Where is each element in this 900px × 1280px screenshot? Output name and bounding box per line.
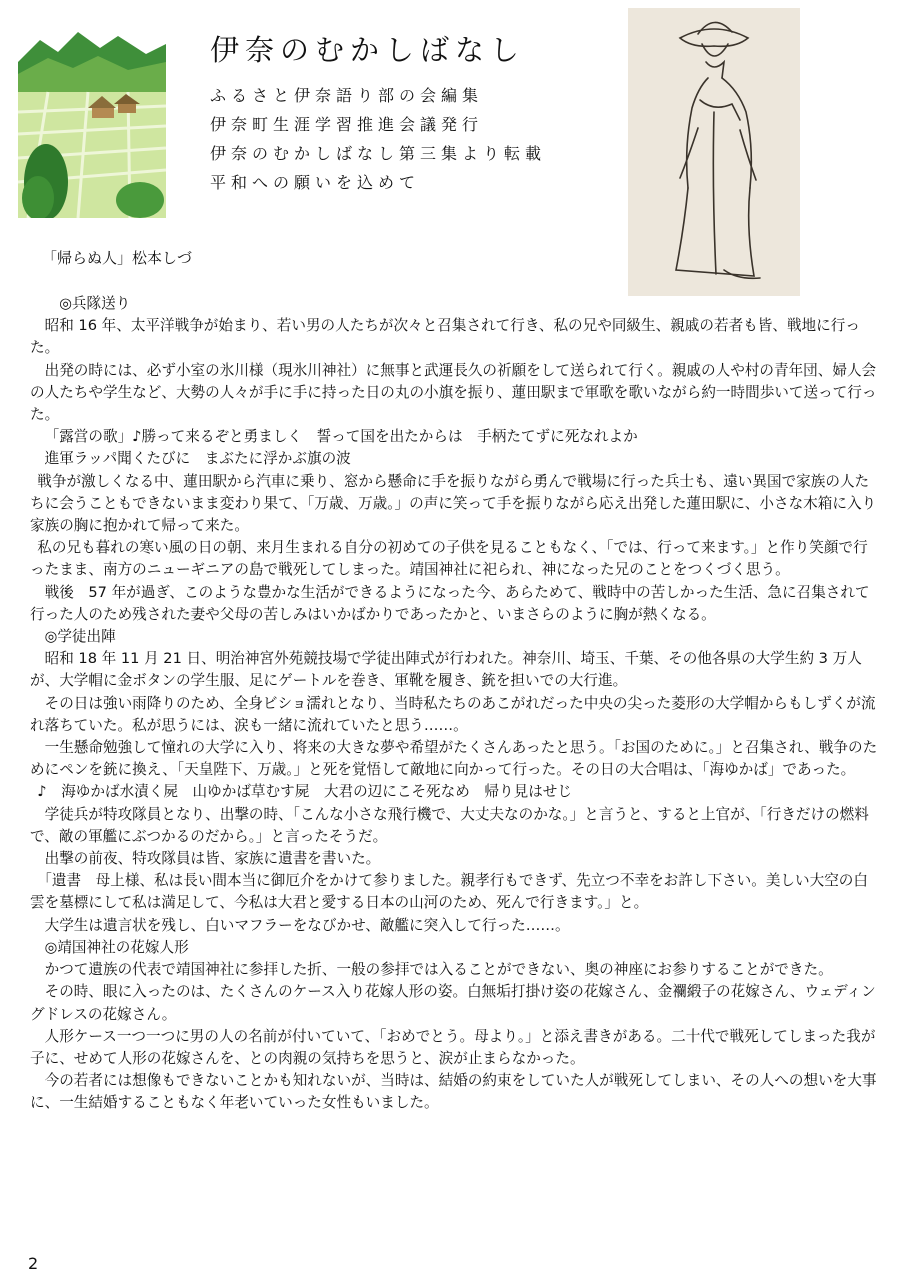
woman-in-kimono-sketch [628, 8, 800, 296]
paragraph: ◎学徒出陣 [44, 628, 116, 646]
paragraph: 学徒兵が特攻隊員となり、出撃の時、「こんな小さな飛行機で、大丈夫なのかな。」と言うと、すると上官が、「行きだけの燃料で、敵の軍艦にぶつかるのだから。」と言ったそうだ。 [30, 805, 869, 845]
paragraph: 昭和 18 年 11 月 21 日、明治神宮外苑競技場で学徒出陣式が行われた。神奈川、埼玉、千葉、その他各県の大学生約 3 万人が、大学帽に金ボタンの学生服、足にゲートルを巻き、軍靴を履き、銃を担いでの大行進。 [30, 650, 862, 690]
paragraph: 大学生は遺言状を残し、白いマフラーをなびかせ、敵艦に突入して行った……。 [44, 916, 570, 934]
paragraph: 「露営の歌」♪勝って来るぞと勇ましく 誓って国を出たからは 手柄たてずに死なれよか [44, 428, 638, 446]
paragraph: ◎靖国神社の花嫁人形 [44, 938, 189, 956]
paragraph: 進軍ラッパ聞くたびに まぶたに浮かぶ旗の波 [44, 450, 351, 468]
header-line: ふるさと伊奈語り部の会編集 [210, 86, 484, 105]
paragraph: 人形ケース一つ一つに男の人の名前が付いていて、「おめでとう。母より。」と添え書きがある。二十代で戦死してしまった我が子に、せめて人形の花嫁さんを、との肉親の気持ちを思うと、涙が止まらなかった。 [30, 1027, 876, 1067]
paragraph: 出発の時には、必ず小室の氷川様（現氷川神社）に無事と武運長久の祈願をして送られて行く。親戚の人や村の青年団、婦人会の人たちや学生など、大勢の人々が手に手に持った日の丸の小旗を振り、蓮田駅まで軍歌を歌いながら約一時間歩いて送って行った。 [30, 361, 877, 424]
header-block [210, 28, 546, 197]
paragraph: 今の若者には想像もできないことかも知れないが、当時は、結婚の約束をしていた人が戦死してしまい、その人への想いを大事に、一生結婚することもなく年老いていった女性もいました。 [30, 1072, 877, 1112]
paragraph: その時、眼に入ったのは、たくさんのケース入り花嫁人形の姿。白無垢打掛け姿の花嫁さん、金襴緞子の花嫁さん、ウェディングドレスの花嫁さん。 [30, 983, 876, 1023]
story-title: 「帰らぬ人」松本しづ [42, 249, 193, 267]
paragraph: 一生懸命勉強して憧れの大学に入り、将来の大きな夢や希望がたくさんあったと思う。「お国のために。」と召集され、戦争のためにペンを銃に換え、「天皇陛下、万歳。」と死を覚悟して敵地に向かって行った。その日の大合唱は、「海ゆかば」であった。 [30, 739, 878, 779]
paragraph: かつて遺族の代表で靖国神社に参拝した折、一般の参拝では入ることができない、奥の神座にお参りすることができた。 [44, 961, 833, 979]
header-line: 平和への願いを込めて [210, 173, 421, 192]
paragraph: ♪ 海ゆかば水漬く屍 山ゆかば草むす屍 大君の辺にこそ死なめ 帰り見はせじ [37, 783, 572, 801]
paragraph: ◎兵隊送り [59, 295, 131, 312]
page-number: 2 [28, 1254, 39, 1273]
paragraph: 「遺書 母上様、私は長い間本当に御厄介をかけて参りました。親孝行もできず、先立つ不幸をお許し下さい。美しい大空の白雲を墓標にして私は満足して、今私は大君と愛する日本の山河のため、死んで行きます。」と。 [30, 872, 868, 912]
paragraph: 出撃の前夜、特攻隊員は皆、家族に遺書を書いた。 [44, 850, 381, 868]
page-title: 伊奈のむかしばなし [210, 33, 526, 67]
paragraph: 昭和 16 年、太平洋戦争が始まり、若い男の人たちが次々と召集されて行き、私の兄や同級生、親戚の若者も皆、戦地に行った。 [30, 317, 860, 357]
rice-field-landscape-illustration [18, 22, 166, 218]
header-line: 伊奈のむかしばなし第三集より転載 [210, 144, 547, 163]
paragraph: 私の兄も暮れの寒い風の日の朝、来月生まれる自分の初めての子供を見ることもなく、「では、行って来ます。」と作り笑顔で行ったまま、南方のニューギニアの島で戦死してしまった。靖国神社に祀られ、神になった兄のことをつくづく思う。 [30, 539, 868, 579]
paragraph: その日は強い雨降りのため、全身ビショ濡れとなり、当時私たちのあこがれだった中央の尖った菱形の大学帽からもしずくが流れ落ちていた。私が思うには、涙も一緒に流れていたと思う……。 [30, 694, 876, 734]
paragraph: 戦争が激しくなる中、蓮田駅から汽車に乗り、窓から懸命に手を振りながら勇んで戦場に行った兵士も、遠い異国で家族の人たちに会うこともできないまま変わり果て、「万歳、万歳。」の声に笑って手を振りながら応え出発した蓮田駅に、小さな木箱に入り家族の胸に抱かれて帰って来た。 [30, 472, 877, 535]
header-line: 伊奈町生涯学習推進会議発行 [210, 115, 484, 134]
story-body [30, 293, 880, 1115]
paragraph: 戦後 57 年が過ぎ、このような豊かな生活ができるようになった今、あらためて、戦時中の苦しかった生活、急に召集されて行った人のため残された妻や父母の苦しみはいかばかりであったかと、いまさらのように胸が熱くなる。 [30, 583, 870, 623]
